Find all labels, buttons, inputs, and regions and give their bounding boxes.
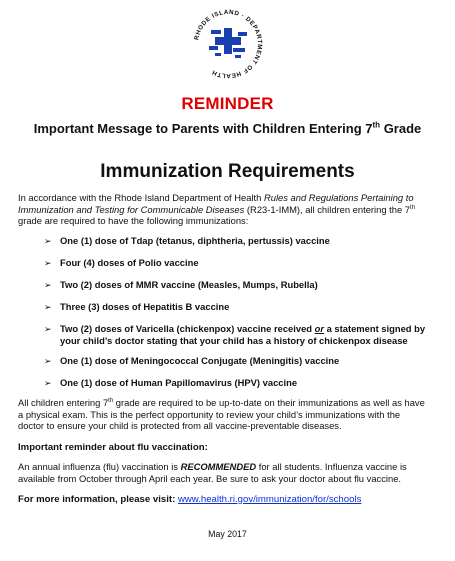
arrow-bullet-icon: ➢: [44, 302, 52, 312]
physical-line-3: doctor to ensure your child is protected from all vaccine-preventable diseases.: [18, 420, 342, 431]
more-info-line: [18, 494, 443, 505]
vaccine-text: a statement signed by: [324, 323, 426, 334]
subtitle: [0, 121, 455, 136]
intro-line-2: [18, 204, 438, 216]
vaccine-text: Four (4) doses of Polio vaccine: [60, 257, 199, 268]
intro-line-1: [18, 192, 438, 204]
vaccine-text-line2: your child’s doctor stating that your child has a history of chickenpox disease: [60, 335, 408, 346]
vaccine-text: One (1) dose of Tdap (tetanus, diphtheria, pertussis) vaccine: [60, 235, 330, 246]
vaccine-item-meningococcal: [44, 355, 444, 367]
physical-line-1: [18, 397, 443, 409]
vaccine-item-tdap: [44, 235, 444, 247]
ri-health-logo: [177, 0, 279, 92]
document-date: May 2017: [208, 529, 247, 539]
flu-text: An annual influenza (flu) vaccination is: [18, 461, 181, 472]
subtitle-end: Grade: [380, 121, 422, 136]
vaccine-text: Two (2) doses of MMR vaccine (Measles, Mumps, Rubella): [60, 279, 318, 290]
physical-text: All children entering 7: [18, 397, 109, 408]
intro-text: (R23-1-IMM), all children entering the 7: [244, 203, 411, 215]
arrow-bullet-icon: ➢: [44, 258, 52, 268]
vaccine-text: Two (2) doses of Varicella (chickenpox) vaccine received: [60, 323, 315, 334]
page-title: Immunization Requirements: [100, 161, 355, 182]
vaccine-item-hpv: [44, 377, 444, 389]
arrow-bullet-icon: ➢: [44, 280, 52, 290]
more-info-label: For more information, please visit:: [18, 494, 178, 505]
subtitle-text: Important Message to Parents with Children Entering 7: [33, 121, 373, 136]
more-info-link[interactable]: www.health.ri.gov/immunization/for/schools: [177, 494, 362, 505]
vaccine-text: Three (3) doses of Hepatitis B vaccine: [60, 301, 230, 312]
intro-line-3: grade are required to have the following immunizations:: [18, 215, 249, 226]
arrow-bullet-icon: ➢: [44, 378, 52, 388]
flu-recommended: RECOMMENDED: [180, 461, 257, 472]
physical-exam-paragraph: [18, 397, 443, 432]
physical-line-2: a physical exam. This is the perfect opportunity to review your child’s immunizations with the: [18, 408, 401, 420]
vaccine-item-mmr: [44, 279, 444, 291]
vaccine-item-hepb: [44, 301, 444, 313]
flu-paragraph: [18, 461, 443, 484]
subtitle-sup: th: [372, 120, 381, 130]
vaccine-text: One (1) dose of Human Papillomavirus (HPV) vaccine: [60, 377, 298, 388]
flu-text: for all students. Influenza vaccine is: [256, 461, 407, 472]
vaccine-or: or: [314, 323, 324, 334]
arrow-bullet-icon: ➢: [44, 324, 52, 334]
reminder-heading: REMINDER: [181, 94, 274, 113]
flu-line-1: [18, 461, 443, 473]
intro-text: In accordance with the Rhode Island Department of Health: [18, 192, 264, 203]
svg-text:RHODE ISLAND · DEPARTMENT OF H: RHODE ISLAND · DEPARTMENT OF HEALTH: [193, 8, 264, 80]
arrow-bullet-icon: ➢: [44, 356, 52, 366]
flu-heading: Important reminder about flu vaccination:: [18, 442, 208, 453]
intro-sup: th: [410, 204, 416, 211]
regulation-title: Rules and Regulations Pertaining to: [263, 192, 414, 203]
arrow-bullet-icon: ➢: [44, 236, 52, 246]
flu-line-2: available from October through April each year. Be sure to ask your doctor about flu vaccine.: [18, 472, 402, 484]
physical-sup: th: [108, 397, 114, 404]
intro-paragraph: [18, 192, 438, 227]
vaccine-item-polio: [44, 257, 444, 269]
regulation-title-cont: Immunization and Testing for Communicable Diseases: [18, 203, 245, 215]
ri-health-seal-icon: [177, 0, 279, 92]
vaccine-item-varicella: [44, 323, 444, 347]
vaccine-text: One (1) dose of Meningococcal Conjugate (Meningitis) vaccine: [60, 355, 340, 366]
physical-text: grade are required to be up-to-date on their immunizations as well as have: [113, 397, 425, 408]
